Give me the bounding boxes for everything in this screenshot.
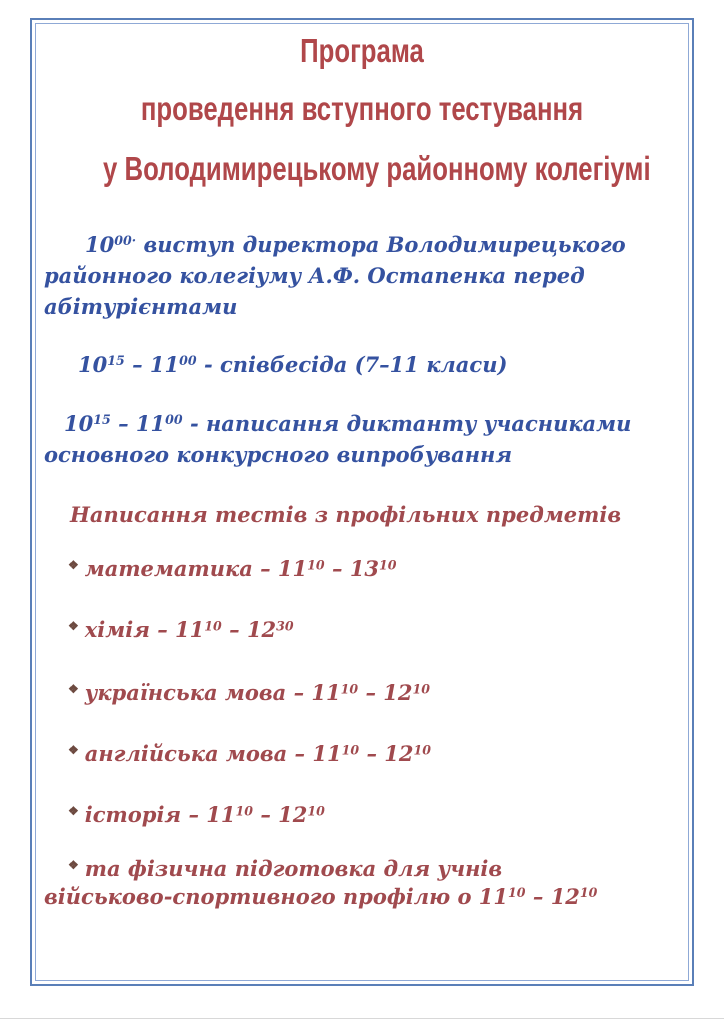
schedule-item-3-line-2: основного конкурсного випробування <box>44 442 513 467</box>
title-line-1: Програма <box>300 32 424 69</box>
diamond-bullet-icon: ❖ <box>68 558 79 572</box>
schedule-item-2: $10^{15} - 11^{00}$ - співбесіда (7–11 класи) <box>78 352 508 377</box>
diamond-bullet-icon: ❖ <box>68 804 79 818</box>
scan-edge-line <box>0 1018 724 1019</box>
diamond-bullet-icon: ❖ <box>68 858 79 872</box>
test-item-ukrainian: ❖ українська мова – $11^{10} - 12^{10}$ <box>68 680 431 706</box>
test-item-english: ❖ англійська мова – $11^{10} - 12^{10}$ <box>68 741 432 767</box>
test-item-history: ❖ історія – $11^{10} - 12^{10}$ <box>68 802 325 828</box>
schedule-item-1-line-1: $10^{00\cdot}$ виступ директора Володимирецького <box>85 232 626 257</box>
title-line-3: у Володимирецькому районному колегіумі <box>103 150 651 187</box>
tests-heading: Написання тестів з профільних предметів <box>70 502 622 527</box>
schedule-item-1-line-3: абітурієнтами <box>44 294 238 319</box>
test-item-chemistry: ❖ хімія – $11^{10} - 12^{30}$ <box>68 617 294 643</box>
test-item-math: ❖ математика – $11^{10} - 13^{10}$ <box>68 556 397 582</box>
diamond-bullet-icon: ❖ <box>68 682 79 696</box>
test-item-pe-line-1: ❖ та фізична підготовка для учнів <box>68 856 503 882</box>
diamond-bullet-icon: ❖ <box>68 619 79 633</box>
schedule-item-1-line-2: районного колегіуму А.Ф. Остапенка перед <box>44 263 585 288</box>
title-line-2: проведення вступного тестування <box>140 90 584 127</box>
schedule-item-3-line-1: $10^{15} - 11^{00}$ - написання диктанту учасниками <box>64 411 632 436</box>
test-item-pe-line-2: військово-спортивного профілю о $11^{10} - 12^{10}$ <box>44 884 598 909</box>
diamond-bullet-icon: ❖ <box>68 743 79 757</box>
